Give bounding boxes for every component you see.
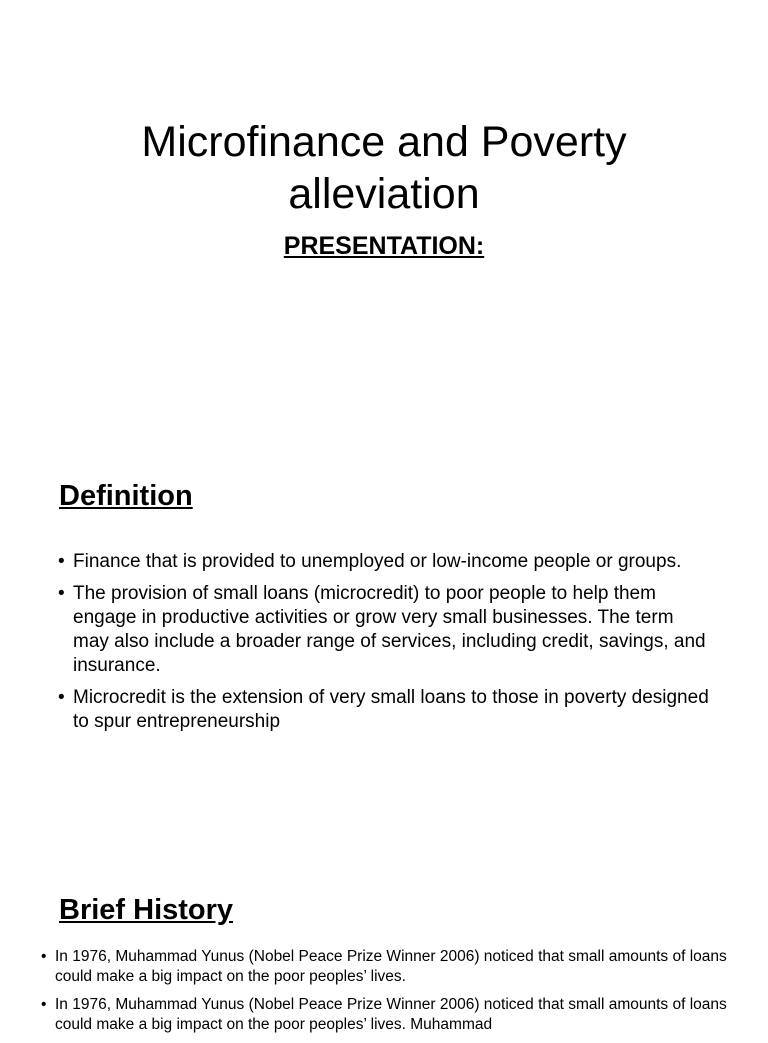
history-slide (0, 872, 768, 1033)
list-item (41, 947, 755, 987)
history-bullet-list (41, 947, 755, 1043)
list-item (58, 582, 713, 678)
definition-heading: Definition (59, 480, 193, 512)
presentation-subtitle: PRESENTATION: (283, 232, 485, 260)
bullet-icon: • (58, 551, 65, 572)
bullet-text: In 1976, Muhammad Yunus (Nobel Peace Prize Winner 2006) noticed that small amounts of loans could make a big impact on the poor peoples’ lives. Muhammad (55, 996, 727, 1033)
bullet-icon: • (58, 687, 65, 708)
bullet-text: Finance that is provided to unemployed or low-income people or groups. (73, 551, 682, 572)
presentation-title (0, 116, 768, 220)
title-slide (0, 0, 768, 432)
bullet-icon: • (41, 996, 47, 1013)
title-line-1: Microfinance and Poverty (141, 118, 627, 166)
bullet-text: Microcredit is the extension of very small loans to those in poverty designed to spur entrepreneurship (73, 687, 709, 732)
bullet-icon: • (41, 948, 47, 965)
definition-slide (0, 436, 768, 868)
definition-bullet-list (58, 550, 713, 742)
list-item (58, 550, 713, 574)
bullet-icon: • (58, 583, 65, 604)
history-heading: Brief History (59, 894, 234, 926)
list-item (41, 995, 755, 1035)
list-item (58, 686, 713, 734)
title-line-2: alleviation (288, 170, 480, 218)
bullet-text: In 1976, Muhammad Yunus (Nobel Peace Prize Winner 2006) noticed that small amounts of loans could make a big impact on the poor peoples’ lives. (55, 948, 727, 985)
bullet-text: The provision of small loans (microcredit) to poor people to help them engage in productive activities or grow very small businesses. The term may also include a broader range of services, including credit, savings, and insurance. (73, 583, 706, 676)
